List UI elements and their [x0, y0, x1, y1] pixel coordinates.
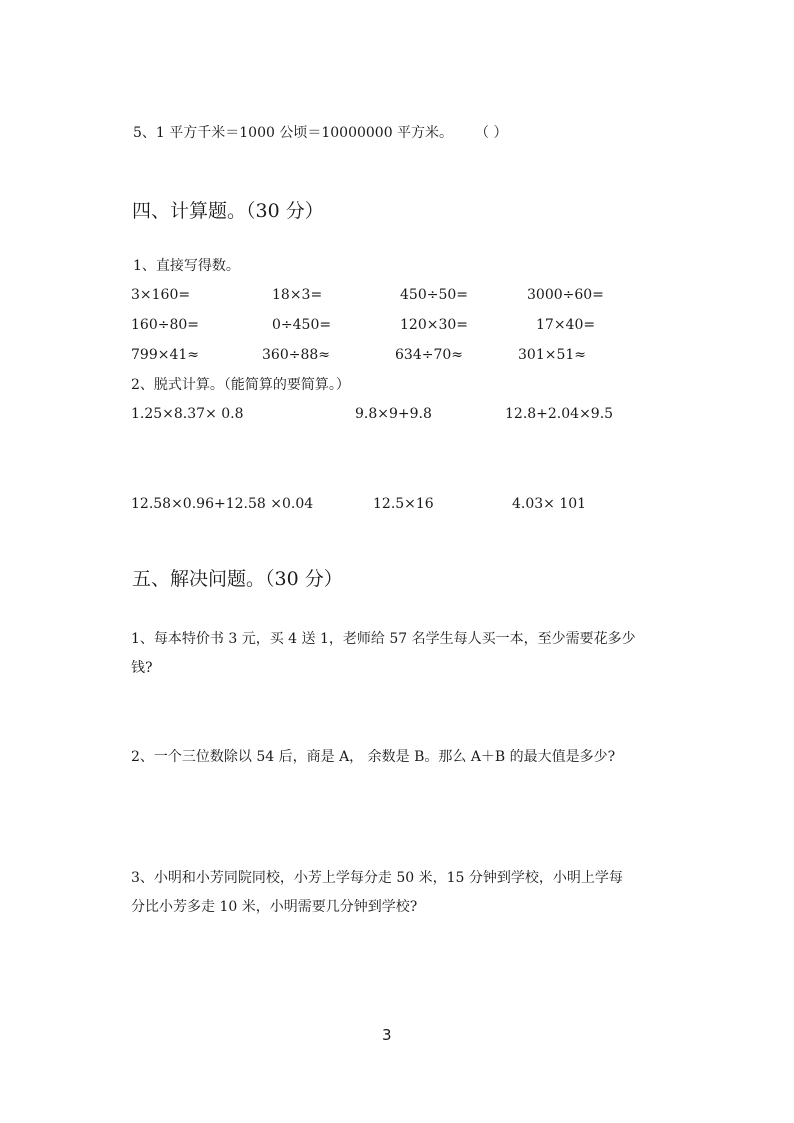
problem-2: 2、一个三位数除以 54 后，商是 A， 余数是 B。那么 A＋B 的最大值是多少?	[131, 749, 616, 765]
oral-calc-title: 1、直接写得数。	[133, 258, 240, 274]
oral-calc-item: 18×3=	[272, 287, 323, 303]
oral-calc-item: 360÷88≈	[262, 347, 330, 363]
step-calc-item: 1.25×8.37× 0.8	[131, 406, 244, 422]
oral-calc-item: 3×160=	[131, 287, 191, 303]
problem-1-line-2: 钱?	[131, 660, 153, 676]
oral-calc-item: 799×41≈	[131, 347, 199, 363]
step-calc-title: 2、脱式计算。（能简算的要简算。）	[131, 377, 350, 393]
oral-calc-item: 17×40=	[536, 317, 596, 333]
judgement-item-5-text: 5、1 平方千米＝1000 公顷＝10000000 平方米。	[133, 125, 454, 141]
oral-calc-item: 450÷50=	[400, 287, 468, 303]
step-calc-item: 12.8+2.04×9.5	[505, 406, 614, 422]
section-4-title: 四、计算题。（30 分）	[132, 200, 324, 222]
oral-calc-item: 301×51≈	[518, 347, 586, 363]
problem-1-line-1: 1、每本特价书 3 元，买 4 送 1，老师给 57 名学生每人买一本，至少需要花多少	[131, 631, 636, 647]
step-calc-item: 12.5×16	[373, 496, 434, 512]
section-5-title: 五、解决问题。（30 分）	[132, 568, 343, 590]
step-calc-item: 12.58×0.96+12.58 ×0.04	[131, 496, 314, 512]
problem-3-line-2: 分比小芳多走 10 米，小明需要几分钟到学校?	[131, 899, 418, 915]
oral-calc-item: 160÷80=	[131, 317, 199, 333]
page-number: 3	[382, 1026, 392, 1044]
oral-calc-item: 120×30=	[400, 317, 468, 333]
oral-calc-item: 0÷450=	[272, 317, 332, 333]
oral-calc-item: 3000÷60=	[527, 287, 604, 303]
step-calc-item: 9.8×9+9.8	[355, 406, 432, 422]
step-calc-item: 4.03× 101	[512, 496, 587, 512]
oral-calc-item: 634÷70≈	[395, 347, 463, 363]
answer-blank: （ ）	[475, 125, 508, 141]
problem-3-line-1: 3、小明和小芳同院同校，小芳上学每分走 50 米，15 分钟到学校，小明上学每	[131, 870, 623, 886]
